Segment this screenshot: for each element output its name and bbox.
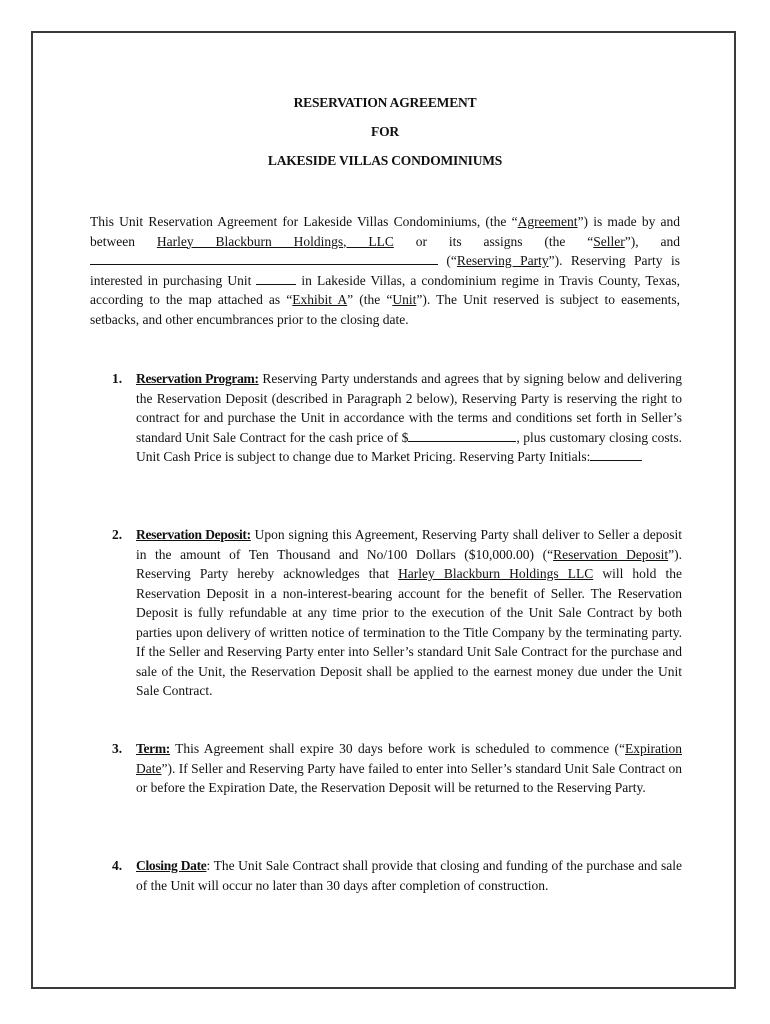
seller-name: Harley Blackburn Holdings, LLC [156,233,394,249]
section-heading: Reservation Deposit: [136,527,251,542]
section-reservation-program: 1. Reservation Program: Reserving Party understands and agrees that by signing below and delivering the Reservation Deposit (described in Paragraph 2 below), Reserving Party is reserving the right to contract for and purchase the Unit in accordance with the terms and conditions set forth in Seller’s standard Unit Sale Contract for the cash price of $ , plus customary closing costs. Unit Cash Price is subject to change due to Market Pricing. Reserving Party Initials: [112,371,682,464]
section-reservation-deposit: 2. Reservation Deposit: Upon signing this Agreement, Reserving Party shall deliver to Seller a deposit in the amount of Ten Thousand and No/100 Dollars ($10,000.00) (“Reservation Deposit”). Reserving Party hereby acknowledges that Harley Blackburn Holdings LLC will hold the Reservation Deposit in a non-interest-bearing account for the benefit of Seller. The Reservation Deposit is fully refundable at any time prior to the execution of the Unit Sale Contract by both parties upon delivery of written notice of termination to the Title Company by the terminating party. If the Seller and Reserving Party enter into Seller’s standard Unit Sale Contract for the purchase and sale of the Unit, the Reservation Deposit shall be applied to the earnest money due under the Unit Sale Contract. [112,527,682,698]
reserving-party-term: Reserving Party [456,253,549,268]
section-number: 4. [112,858,123,873]
document-title: RESERVATION AGREEMENT [293,95,477,110]
section-term: 3. Term: This Agreement shall expire 30 days before work is scheduled to commence (“Expiration Date”). If Seller and Reserving Party have failed to enter into Seller’s standard Unit Sale Contract on or before the Expiration Date, the Reservation Deposit will be returned to the Reserving Party. [112,741,682,795]
cash-price-blank[interactable] [408,430,516,442]
exhibit-term: Exhibit A [292,292,348,307]
document-subtitle: LAKESIDE VILLAS CONDOMINIUMS [267,153,503,168]
reservation-deposit-term: Reservation Deposit [553,546,669,562]
section-number: 3. [112,741,123,756]
section-closing-date: 4. Closing Date: The Unit Sale Contract shall provide that closing and funding of the purchase and sale of the Unit will occur no later than 30 days after completion of construction. [112,858,682,893]
holder-name: Harley Blackburn Holdings LLC [398,566,594,581]
section-heading: Term: [136,741,170,756]
intro-paragraph: This Unit Reservation Agreement for Lakeside Villas Condominiums, (the “Agreement”) is made by and between Harley Blackburn Holdings, LLC or its assigns (the “Seller”), and (“Reserving Party”). Reserving Party is interested in purchasing Unit in Lakeside Villas, a condominium regime in Travis County, Texas, according to the map attached as “Exhibit A” (the “Unit”). The Unit reserved is subject to easements, setbacks, and other encumbrances prior to the closing date. [90,214,680,327]
document-title-for: FOR [371,124,399,139]
unit-number-blank[interactable] [256,273,296,285]
expiration-date-term: Expiration Date [136,741,682,776]
seller-term: Seller [593,233,625,249]
reserving-party-name-blank[interactable] [90,253,438,265]
section-number: 2. [112,527,123,542]
agreement-term: Agreement [517,214,578,229]
page-border [31,31,736,989]
initials-blank[interactable] [590,449,642,461]
section-heading: Closing Date [136,858,207,873]
unit-term: Unit [392,292,417,307]
section-number: 1. [112,371,123,386]
section-heading: Reservation Program: [136,371,259,386]
